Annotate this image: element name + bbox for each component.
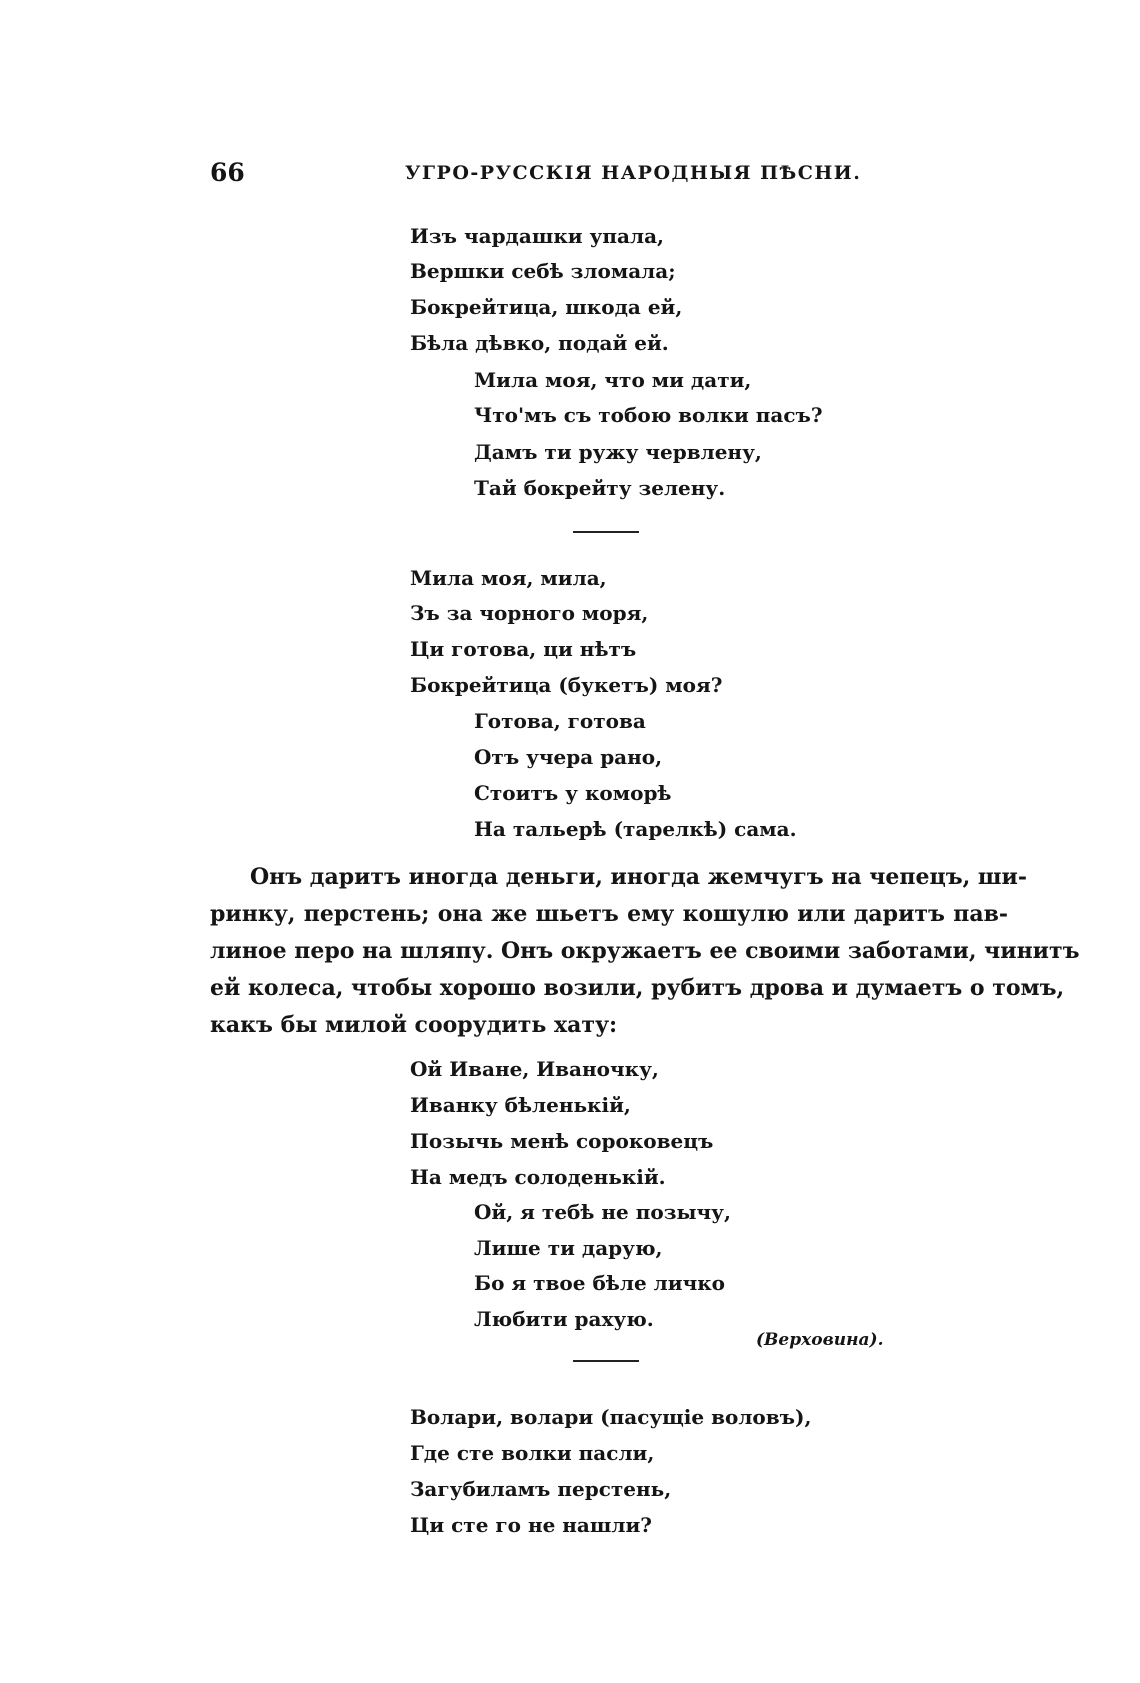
prose-line: линое перо на шляпу. Онъ окружаетъ ее своими заботами, чинитъ <box>210 938 1080 964</box>
prose-line: какъ бы милой соорудить хату: <box>210 1012 618 1038</box>
section-divider <box>573 1360 639 1362</box>
verse-line: Любити рахую. <box>474 1307 654 1331</box>
verse-line: На медъ солоденькій. <box>410 1165 666 1189</box>
verse-line: Изъ чардашки упала, <box>410 224 664 248</box>
verse-line: Стоитъ у коморѣ <box>474 781 672 805</box>
verse-line: Ой, я тебѣ не позычу, <box>474 1200 731 1224</box>
verse-line: Позычь менѣ сороковецъ <box>410 1129 714 1153</box>
page-number: 66 <box>210 158 245 187</box>
verse-line: Бѣла дѣвко, подай ей. <box>410 331 669 355</box>
verse-line: Где сте волки пасли, <box>410 1441 655 1465</box>
verse-line: Лише ти дарую, <box>474 1236 663 1260</box>
section-divider <box>573 531 639 533</box>
verse-line: Дамъ ти ружу червлену, <box>474 440 762 464</box>
verse-line: Мила моя, что ми дати, <box>474 368 752 392</box>
verse-line: Что'мъ съ тобою волки пасъ? <box>474 403 823 427</box>
verse-line: На тальерѣ (тарелкѣ) сама. <box>474 817 797 841</box>
verse-line: Отъ учера рано, <box>474 745 663 769</box>
verse-line: Готова, готова <box>474 709 646 733</box>
prose-line: ей колеса, чтобы хорошо возили, рубитъ дрова и думаетъ о томъ, <box>210 975 1065 1001</box>
verse-line: Вершки себѣ зломала; <box>410 259 676 283</box>
verse-line: Мила моя, мила, <box>410 566 607 590</box>
verse-line: Бокрейтица, шкода ей, <box>410 295 683 319</box>
verse-line: Ци готова, ци нѣтъ <box>410 637 637 661</box>
verse-line: Волари, волари (пасущіе воловъ), <box>410 1405 812 1429</box>
verse-line: Тай бокрейту зелену. <box>474 476 726 500</box>
prose-line: Онъ даритъ иногда деньги, иногда жемчугъ на чепецъ, ши- <box>250 864 1027 890</box>
running-title: УГРО-РУССКІЯ НАРОДНЫЯ ПѢСНИ. <box>405 162 862 184</box>
verse-line: Загубиламъ перстень, <box>410 1477 672 1501</box>
verse-line: Иванку бѣленькій, <box>410 1093 631 1117</box>
source-attribution: (Верховина). <box>756 1330 884 1350</box>
verse-line: Бо я твое бѣле личко <box>474 1271 725 1295</box>
verse-line: Ой Иване, Иваночку, <box>410 1057 659 1081</box>
prose-line: ринку, перстень; она же шьетъ ему кошулю или даритъ пав- <box>210 901 1008 927</box>
verse-line: Ци сте го не нашли? <box>410 1513 653 1537</box>
verse-line: Бокрейтица (букетъ) моя? <box>410 673 723 697</box>
verse-line: Зъ за чорного моря, <box>410 601 649 625</box>
